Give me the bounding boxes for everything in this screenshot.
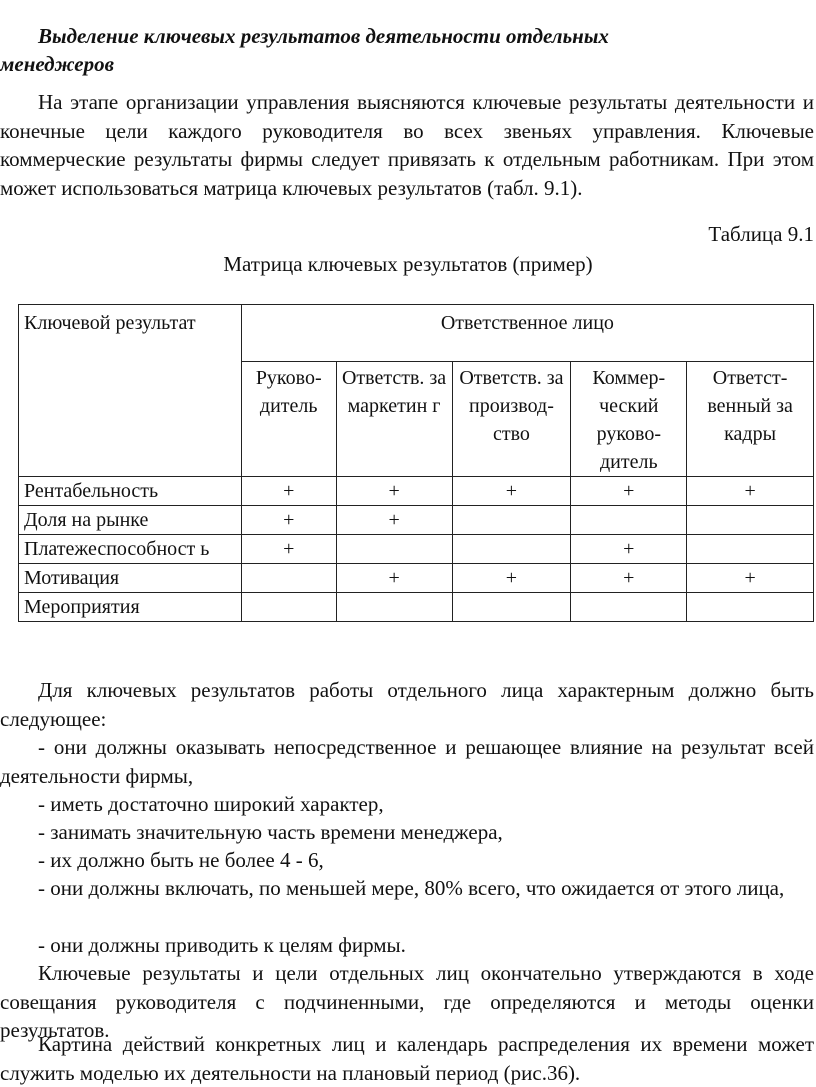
paragraph-2: Ключевые результаты и цели отдельных лиц окончательно утверждаются в ходе совещания руководителя с подчиненными, где определяются и методы оценки результатов. [0,961,814,1042]
cell: + [241,506,336,535]
row-label: Доля на рынке [19,506,242,535]
cell [452,593,571,622]
subheader-commercial: Коммер- ческий руково- дитель [571,362,687,477]
cell: + [571,564,687,593]
subheader-manager: Руково- дитель [241,362,336,477]
cell: + [571,535,687,564]
row-label: Мотивация [19,564,242,593]
table-row [19,535,814,564]
heading-line-2: менеджеров [0,52,115,76]
table-row [19,593,814,622]
cell [336,593,452,622]
cell [336,535,452,564]
cell: + [452,564,571,593]
heading-line-1: Выделение ключевых результатов деятельности отдельных [38,24,609,48]
cell: + [687,564,814,593]
table-row [19,506,814,535]
cell: + [687,477,814,506]
cell: + [241,535,336,564]
subheader-marketing: Ответств. за маркетин г [336,362,452,477]
section-heading [0,22,800,78]
key-results-matrix [18,304,814,622]
list-item: - они должны приводить к целям фирмы. [38,933,406,957]
cell [241,564,336,593]
cell: + [452,477,571,506]
cell: + [336,564,452,593]
cell [452,506,571,535]
cell: + [241,477,336,506]
list-item: - занимать значительную часть времени менеджера, [38,820,503,844]
row-label: Платежеспособност ь [19,535,242,564]
list-item: - иметь достаточно широкий характер, [38,792,384,816]
subheader-hr: Ответст- венный за кадры [687,362,814,477]
list-item: - их должно быть не более 4 - 6, [38,848,324,872]
row-label: Мероприятия [19,593,242,622]
cell [687,506,814,535]
header-key-result: Ключевой результат [19,305,242,477]
list-item: - они должны оказывать непосредственное и решающее влияние на результат всей деятельности фирмы, [0,735,814,788]
cell [571,593,687,622]
cell [452,535,571,564]
table-number: Таблица 9.1 [708,222,814,246]
after-table-paragraph: Для ключевых результатов работы отдельного лица характерным должно быть следующее: [0,678,814,731]
table-row [19,477,814,506]
row-label: Рентабельность [19,477,242,506]
cell [571,506,687,535]
cell: + [336,477,452,506]
table-row [19,564,814,593]
cell: + [336,506,452,535]
header-responsible-person: Ответственное лицо [241,305,813,362]
paragraph-3: Картина действий конкретных лиц и календарь распределения их времени может служить моделью их деятельности на плановый период (рис.36). [0,1032,814,1085]
subheader-production: Ответств. за производ- ство [452,362,571,477]
list-item: - они должны включать, по меньшей мере, 80% всего, что ожидается от этого лица, [38,876,785,900]
cell [241,593,336,622]
intro-paragraph: На этапе организации управления выясняются ключевые результаты деятельности и конечные цели каждого руководителя во всех звеньях управления. Ключевые коммерческие результаты фирмы следует привязать к отдельным работникам. При этом может использоваться матрица ключевых результатов (табл. 9.1). [0,90,814,200]
cell: + [571,477,687,506]
cell [687,593,814,622]
cell [687,535,814,564]
table-title: Матрица ключевых результатов (пример) [223,252,593,276]
